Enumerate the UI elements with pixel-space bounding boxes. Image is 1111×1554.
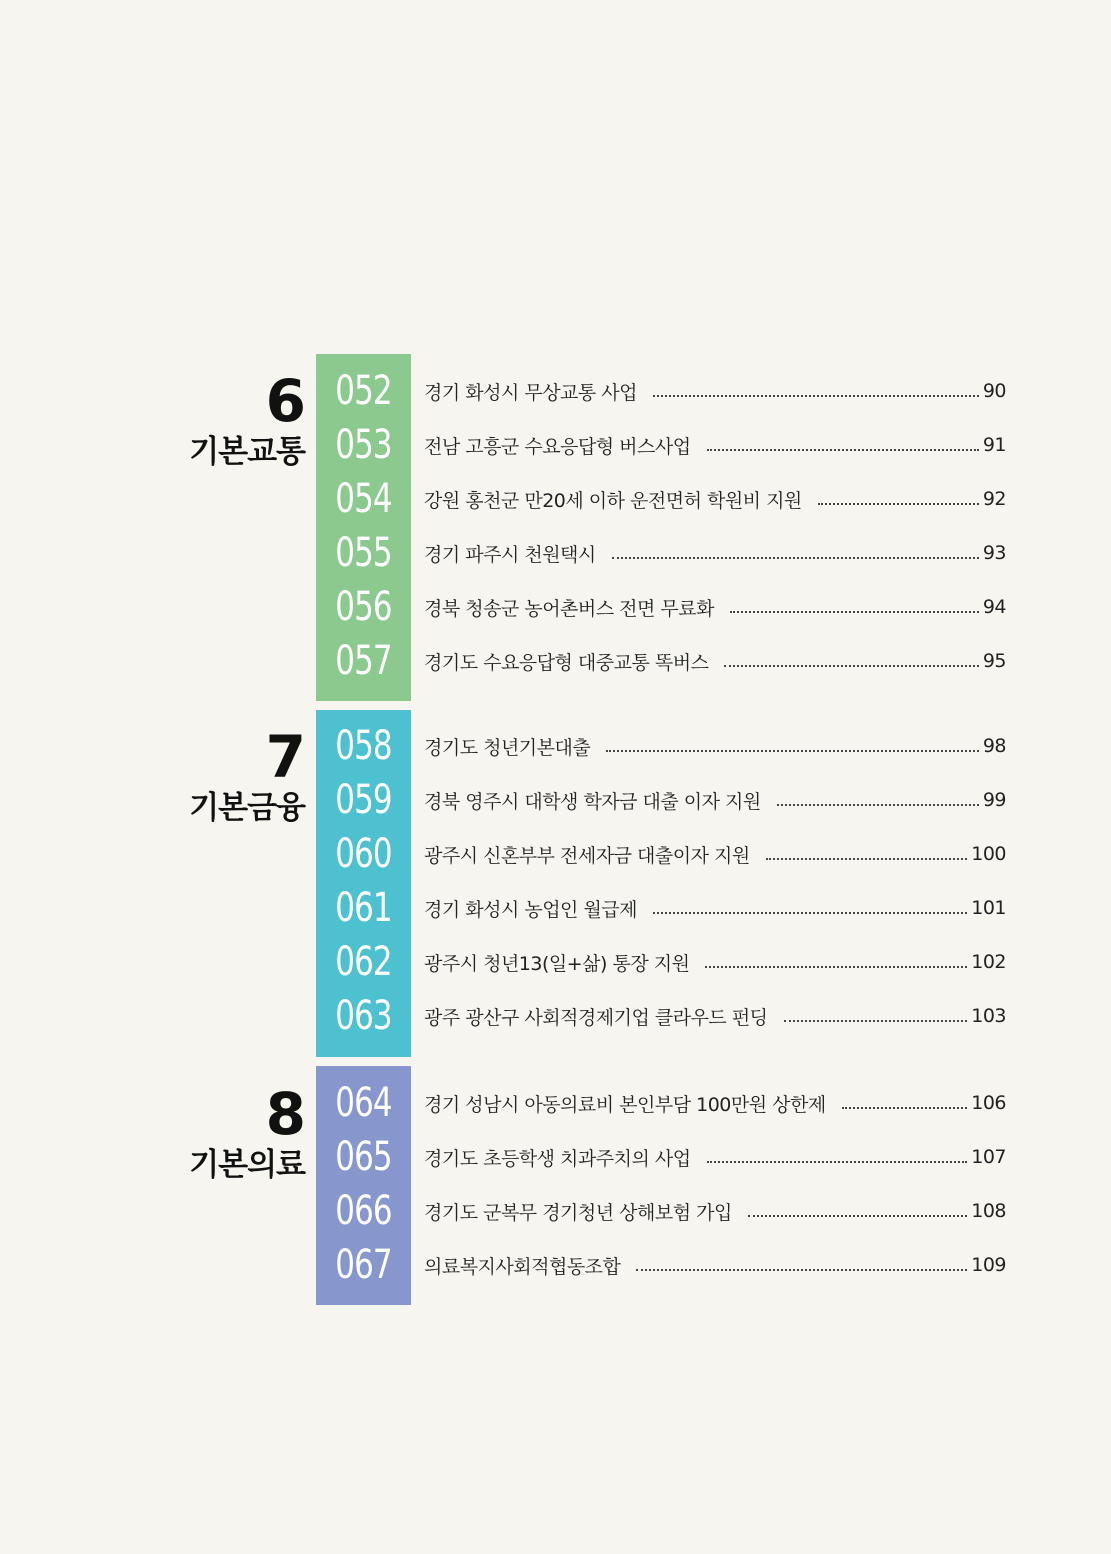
entry-title: 광주 광산구 사회적경제기업 클라우드 펀딩 (424, 1006, 768, 1029)
toc-row[interactable] (316, 526, 1006, 580)
dot-leader (653, 395, 979, 397)
entry-page: 92 (982, 488, 1006, 510)
entry-title: 경기도 수요응답형 대중교통 똑버스 (424, 651, 709, 674)
entry-title: 광주시 신혼부부 전세자금 대출이자 지원 (424, 844, 750, 867)
entry-page: 99 (982, 789, 1006, 811)
entry-title: 광주시 청년13(일+삶) 통장 지원 (424, 952, 690, 975)
dot-leader (653, 912, 967, 914)
entry-page: 91 (982, 434, 1006, 456)
toc-row[interactable] (316, 364, 1006, 418)
entry-page: 95 (982, 650, 1006, 672)
section-7-heading (189, 723, 305, 826)
dot-leader (705, 966, 967, 968)
dot-leader (842, 1107, 968, 1109)
toc-row[interactable] (316, 1130, 1006, 1184)
toc-row[interactable] (316, 472, 1006, 526)
dot-leader (724, 665, 978, 667)
entry-page: 107 (971, 1146, 1006, 1168)
entry-code: 058 (335, 723, 392, 769)
entry-code: 063 (335, 993, 392, 1039)
entry-title: 경기 화성시 무상교통 사업 (424, 381, 638, 404)
section-number: 7 (265, 723, 305, 791)
entry-page: 109 (971, 1254, 1006, 1276)
entry-title: 경기도 초등학생 치과주치의 사업 (424, 1147, 691, 1170)
section-name: 기본교통 (189, 434, 305, 470)
dot-leader (612, 557, 979, 559)
toc-row[interactable] (316, 989, 1006, 1043)
toc-row[interactable] (316, 580, 1006, 634)
entry-code: 062 (335, 939, 392, 985)
entry-page: 90 (982, 380, 1006, 402)
toc-row[interactable] (316, 1238, 1006, 1292)
toc-row[interactable] (316, 773, 1006, 827)
entry-code: 055 (335, 530, 392, 576)
entry-title: 경북 청송군 농어촌버스 전면 무료화 (424, 597, 714, 620)
dot-leader (818, 503, 979, 505)
entry-title: 경북 영주시 대학생 학자금 대출 이자 지원 (424, 790, 761, 813)
toc-row[interactable] (316, 827, 1006, 881)
entry-title: 경기도 청년기본대출 (424, 736, 591, 759)
entry-page: 108 (971, 1200, 1006, 1222)
entry-code: 061 (335, 885, 392, 931)
dot-leader (636, 1269, 967, 1271)
entry-code: 060 (335, 831, 392, 877)
dot-leader (784, 1020, 968, 1022)
entry-code: 059 (335, 777, 392, 823)
toc-row[interactable] (316, 634, 1006, 688)
entry-code: 054 (335, 476, 392, 522)
toc-row[interactable] (316, 1184, 1006, 1238)
section-name: 기본금융 (189, 790, 305, 826)
toc-row[interactable] (316, 1076, 1006, 1130)
dot-leader (766, 858, 968, 860)
entry-code: 052 (335, 368, 392, 414)
toc-row[interactable] (316, 418, 1006, 472)
entry-page: 102 (971, 951, 1006, 973)
entry-title: 경기 화성시 농업인 월급제 (424, 898, 638, 921)
section-8-heading (189, 1080, 305, 1183)
dot-leader (707, 1161, 968, 1163)
entry-code: 056 (335, 584, 392, 630)
entry-title: 의료복지사회적협동조합 (424, 1255, 621, 1278)
entry-page: 94 (982, 596, 1006, 618)
entry-code: 067 (335, 1242, 392, 1288)
entry-code: 053 (335, 422, 392, 468)
entry-title: 강원 홍천군 만20세 이하 운전면허 학원비 지원 (424, 489, 802, 512)
toc-row[interactable] (316, 881, 1006, 935)
entry-title: 경기 파주시 천원택시 (424, 543, 596, 566)
entry-page: 93 (982, 542, 1006, 564)
entry-page: 98 (982, 735, 1006, 757)
entry-page: 103 (971, 1005, 1006, 1027)
entry-title: 전남 고흥군 수요응답형 버스사업 (424, 435, 691, 458)
entry-title: 경기 성남시 아동의료비 본인부담 100만원 상한제 (424, 1093, 826, 1116)
section-name: 기본의료 (189, 1147, 305, 1183)
dot-leader (730, 611, 979, 613)
section-number: 6 (265, 367, 305, 435)
entry-page: 100 (971, 843, 1006, 865)
entry-code: 057 (335, 638, 392, 684)
toc-row[interactable] (316, 719, 1006, 773)
dot-leader (707, 449, 979, 451)
section-6-heading (189, 367, 305, 470)
entry-code: 065 (335, 1134, 392, 1180)
entry-code: 064 (335, 1080, 392, 1126)
entry-page: 106 (971, 1092, 1006, 1114)
entry-title: 경기도 군복무 경기청년 상해보험 가입 (424, 1201, 732, 1224)
entry-page: 101 (971, 897, 1006, 919)
dot-leader (606, 750, 979, 752)
entry-code: 066 (335, 1188, 392, 1234)
dot-leader (777, 804, 979, 806)
section-number: 8 (265, 1080, 305, 1148)
dot-leader (748, 1215, 967, 1217)
toc-row[interactable] (316, 935, 1006, 989)
